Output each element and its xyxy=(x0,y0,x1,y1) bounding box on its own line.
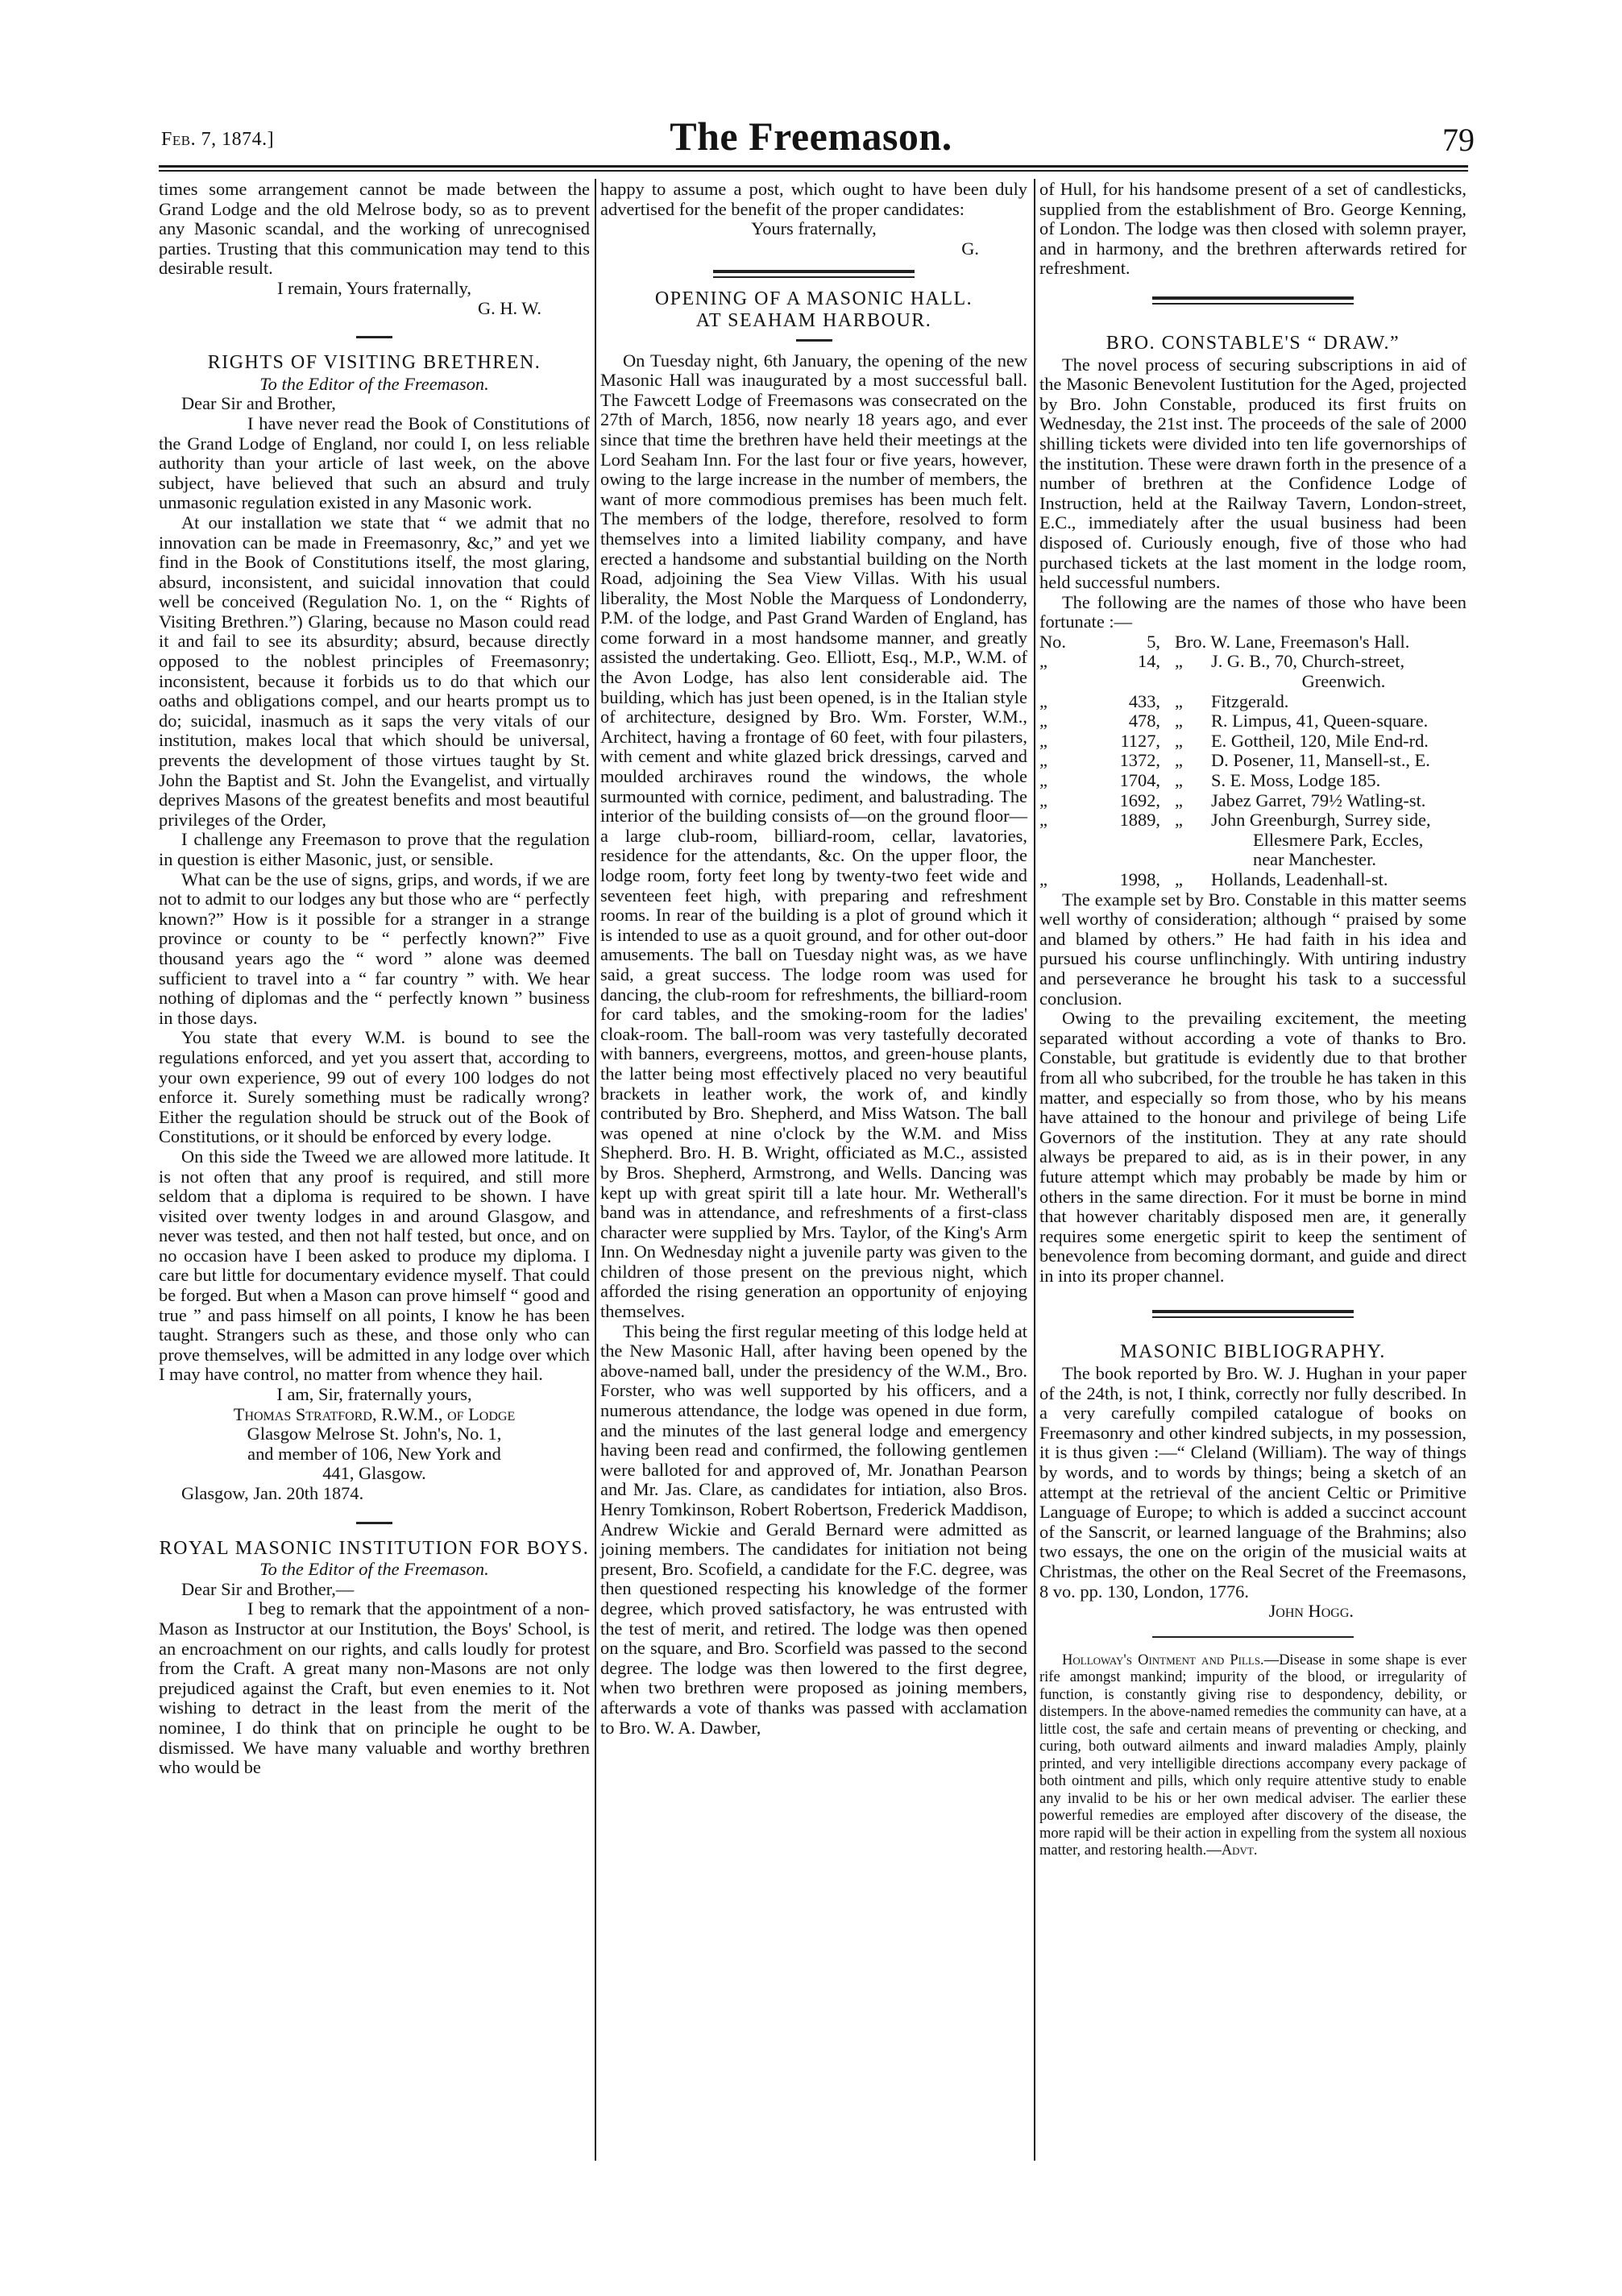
article-heading: OPENING OF A MASONIC HALL. xyxy=(654,288,973,310)
article-paragraph: At our installation we state that “ we admit that no innovation can be made in Freemasonry, &c,” and yet we find in the Book of Constitutions itself, the most glaring, absurd, inconsistent, and suicidal innovation that could well be conceived (Regulation No. 1, on the “ Rights of Visiting Brethren.”) Glaring, because no Mason could read it and fail to see its absurdity; absurd, because directly opposed to the noblest principles of Freemasonry; inconsistent, because it forbids us to do that which our oaths and obligations compel, and our hearts prompt us to do; suicidal, inasmuch as it saps the very vitals of our institution, makes local that which should be universal, prevents the development of those virtues taught by St. John the Baptist and St. John the Evangelist, and virtually deprives Masons of the greatest benefits and most beautiful privileges of the Order, xyxy=(159,512,590,830)
winner-row: „ 1889, „ John Greenburgh, Surrey side, xyxy=(1039,810,1431,831)
header-rule-thin xyxy=(159,170,1468,172)
continued-paragraph: of Hull, for his handsome present of a set of candlesticks, supplied from the establishment of Bro. George Kenning, of London. The lodge was then closed with solemn prayer, and in harmony, and the brethren afterwards retired for refreshment. xyxy=(1039,179,1466,279)
article-rights-of-visiting-brethren xyxy=(159,353,590,1503)
article-paragraph: You state that every W.M. is bound to see the regulations enforced, and yet you assert that, according to your own experience, 99 out of every 100 lodges do not enforce it. Surely something must be radically wrong? Either the regulation should be struck out of the Book of Constitutions, or it should be enforced by every lodge. xyxy=(159,1027,590,1147)
winner-row: „ 1998, „ Hollands, Leadenhall-st. xyxy=(1039,869,1388,889)
article-paragraph: I challenge any Freemason to prove that the regulation in question is either Masonic, just, or sensible. xyxy=(159,829,590,869)
article-paragraph: The example set by Bro. Constable in this matter seems well worthy of consideration; although “ praised by some and blamed by others.” He had faith in his idea and pursued his course unflinchingly. With untiring industry and perseverance he brought his task to a successful conclusion. xyxy=(1039,889,1466,1009)
winner-row: „ 1127, „ E. Gottheil, 120, Mile End-rd. xyxy=(1039,730,1429,751)
continued-paragraph: times some arrangement cannot be made between the Grand Lodge and the old Melrose body, so as to prevent any Masonic scandal, and the working of unrecognised parties. Trusting that this communication may tend to this desirable result. xyxy=(159,179,590,279)
winner-row: „ 14, „ J. G. B., 70, Church-street, xyxy=(1039,651,1405,672)
winner-row-continued: near Manchester. xyxy=(1253,849,1376,870)
article-paragraph: On Tuesday night, 6th January, the opening of the new Masonic Hall was inaugurated by a most successful ball. The Fawcett Lodge of Freemasons was consecrated on the 27th of March, 1856, now nearly 18 years ago, and ever since that time the brethren have held their meetings at the Lord Seaham Inn. For the last four or five years, however, owing to the large increase in the number of members, the want of more commodious premises has been much felt. The members of the lodge, therefore, resolved to form themselves into a limited liability company, and have erected a handsome and substantial building on the North Road, adjoining the Sea View Villas. With his usual liberality, the Most Noble the Marquess of Londonderry, P.M. of the lodge, and Past Grand Warden of England, has come forward in a most handsome manner, and greatly assisted the undertaking. Geo. Elliott, Esq., M.P., W.M. of the Avon Lodge, has also lent considerable aid. The building, which has just been opened, is in the Italian style of architecture, designed by Bro. Wm. Forster, W.M., Architect, having a frontage of 60 feet, with four pilasters, with cement and white glazed brick dressings, carved and moulded archiraves round the windows, the whole surmounted with cornice, pediment, and balustrading. The interior of the building consists of—on the ground floor—a large club-room, billiard-room, cellar, lavatories, residence for the attendants, &c. On the upper floor, the lodge room, forty feet long by twenty-two feet wide and seventeen feet high, with preparing and refreshment rooms. In rear of the building is a plot of ground which it is intended to use as a quoit ground, and for other out-door amusements. The ball on Tuesday night was, as we have said, a great success. The lodge room was used for dancing, the club-room for refreshments, the billiard-room for card tables, and the smoking-room for the ladies' cloak-room. The ball-room was very tastefully decorated with banners, evergreens, mottos, and green-house plants, the latter being most effectively placed no very beautiful brackets in leather work, the work of, and kindly contributed by Bro. Shepherd, and Miss Watson. The ball was opened at nine o'clock by the W.M. and Miss Shepherd. Bro. H. B. Wright, officiated as M.C., assisted by Bros. Shepherd, Armstrong, and Wells. Dancing was kept up with great spirit till a late hour. Mr. Wetherall's band was in attendance, and refreshments of a first-class character were supplied by Mrs. Taylor, of the King's Arm Inn. On Wednesday night a juvenile party was given to the children of those present on the previous night, which afforded the rising generation an opportunity of enjoying themselves. xyxy=(600,350,1027,1322)
section-double-rule xyxy=(1152,296,1354,305)
article-heading: MASONIC BIBLIOGRAPHY. xyxy=(1120,1341,1386,1363)
letter-closing: I remain, Yours fraternally, xyxy=(276,277,472,298)
middle-column xyxy=(600,180,1027,1738)
section-double-rule xyxy=(713,270,915,278)
section-divider xyxy=(1152,1636,1354,1638)
article-masonic-bibliography xyxy=(1039,1342,1466,1621)
letter-closing: Yours fraternally, xyxy=(751,218,877,239)
advertisement-tag: —Advt. xyxy=(1206,1842,1258,1859)
article-paragraph: I beg to remark that the appointment of a non-Mason as Instructor at our Institution, the Boys' School, is an encroachment on our rights, and calls loudly for protest from the Craft. A great many non-Masons are not only prejudiced against the Craft, but even enemies to it. Not wishing to detract in the least from the merit of the nominee, I do think that on principle he ought to be dismissed. We have many valuable and worthy brethren who would be xyxy=(159,1598,590,1778)
winner-row-continued: Ellesmere Park, Eccles, xyxy=(1253,829,1424,850)
winners-list xyxy=(1039,632,1466,890)
article-paragraph: The novel process of securing subscriptions in aid of the Masonic Benevolent Iustitution for the Aged, projected by Bro. John Constable, produced its first fruits on Wednesday, the 21st inst. The proceeds of the sale of 2000 shilling tickets were divided into ten life governorships of the institution. These were drawn forth in the presence of a number of brethren at the Confidence Lodge of Instruction, held at the Railway Tavern, London-street, E.C., immediately after the usual business had been disposed of. Curiously enough, five of those who had purchased tickets at the last moment in the lodge room, held successful numbers. xyxy=(1039,354,1466,593)
letter-signature: G. H. W. xyxy=(477,297,541,318)
article-paragraph: Owing to the prevailing excitement, the meeting separated without according a vote of thanks to Bro. Constable, but gratitude is evidently due to that brother from all who subcribed, for the trouble he has taken in this matter, and especially so from those, who by his means have attained to the honour and privilege of being Life Governors of the institution. They at any rate should always be prepared to aid, as is in their power, in any future attempt which may probably be made by him or others in the same direction. For it must be borne in mind that however charitably disposed men are, it generally requires some energetic spirit to keep the sentiment of benevolence from becoming dormant, and guide and direct in into its proper channel. xyxy=(1039,1008,1466,1286)
advertisement-title: Holloway's Ointment and Pills. xyxy=(1062,1652,1264,1668)
article-paragraph: What can be the use of signs, grips, and words, if we are not to admit to our lodges any but those who are “ perfectly known?” How is it possible for a stranger in a strange province or county to be “ perfectly known?” Five thousand years ago the “ word ” alone was deemed sufficient to travel into a “ far country ” with. We hear nothing of diplomas and the “ perfectly known ” business in those days. xyxy=(159,868,590,1028)
signature-line: 441, Glasgow. xyxy=(322,1463,426,1484)
signature-line: and member of 106, New York and xyxy=(247,1443,501,1464)
winner-row-continued: Greenwich. xyxy=(1301,671,1386,692)
article-paragraph: On this side the Tweed we are allowed more latitude. It is not often that any proof is required, and still more seldom that a diploma is required to be shown. I have visited over twenty lodges in and around Glasgow, and never was tested, and then not half tested, but once, and on no occasion have I been asked to produce my diploma. I care but little for documentary evidence myself. That could be forged. But when a Mason can prove himself “ good and true ” and pass himself on all points, I know he has been taught. Strangers such as these, and those only who can prove themselves, will be admitted in any lodge over which I may have control, no matter from whence they hail. xyxy=(159,1146,590,1385)
signature-line: Thomas Stratford, R.W.M., of Lodge xyxy=(233,1403,516,1424)
advertisement xyxy=(1039,1652,1466,1860)
article-constables-draw xyxy=(1039,334,1466,1287)
winner-row: „ 478, „ R. Limpus, 41, Queen-square. xyxy=(1039,711,1429,731)
article-paragraph: This being the first regular meeting of this lodge held at the New Masonic Hall, after having been opened by the above-named ball, under the presidency of the W.M., Bro. Forster, who was well supported by his officers, and a numerous attendance, the lodge was opened in due form, and the minutes of the last general lodge and emergency having been read and confirmed, the following gentlemen were balloted for and approved of, Mr. Jonathan Pearson and Mr. Jas. Clare, as candidates for intiation, also Bros. Henry Tomkinson, Robert Robertson, Frederick Maddison, Andrew Wickie and Gerald Bernard were admitted as joining members. The candidates for initiation not being present, Bro. Scofield, a candidate for the F.C. degree, was then questioned respecting his knowledge of the former degree, which proved satisfactory, he was entrusted with the test of merit, and retired. The lodge was then opened on the square, and Bro. Scorfield was passed to the second degree. The lodge was then lowered to the first degree, when two brethren were proposed as joining members, afterwards a vote of thanks was passed with acclamation to Bro. W. A. Dawber, xyxy=(600,1320,1027,1738)
page-number: 79 xyxy=(1442,122,1475,158)
article-opening-masonic-hall xyxy=(600,289,1027,1738)
header-rule-thick xyxy=(159,165,1468,168)
article-heading: AT SEAHAM HARBOUR. xyxy=(695,309,932,331)
article-heading: BRO. CONSTABLE'S “ DRAW.” xyxy=(1106,332,1400,354)
column-divider xyxy=(595,179,596,2161)
section-divider xyxy=(796,339,832,342)
article-heading: ROYAL MASONIC INSTITUTION FOR BOYS. xyxy=(159,1537,590,1559)
winner-row: „ 1704, „ S. E. Moss, Lodge 185. xyxy=(1039,770,1381,791)
article-paragraph: The book reported by Bro. W. J. Hughan in your paper of the 24th, is not, I think, correctly nor fully described. In a very carefully compiled catalogue of books on Freemasonry and other kindred subjects, in my possession, it is thus given :—“ Cleland (William). The way of things by words, and to words by things; being a sketch of an attempt at the retrieval of the ancient Celtic or Primitive Language of Europe; to which is added a succinct account of the Sanscrit, or learned language of the Brahmins; also two essays, the one on the origin of the musicial waits at Christmas, the other on the Real Secret of the Freemasons, 8 vo. pp. 130, London, 1776. xyxy=(1039,1363,1466,1602)
winner-row: „ 1692, „ Jabez Garret, 79½ Watling-st. xyxy=(1039,790,1426,810)
right-column xyxy=(1039,180,1466,1860)
section-double-rule xyxy=(1152,1310,1354,1318)
section-divider xyxy=(356,1522,392,1524)
salutation: Dear Sir and Brother,— xyxy=(181,1578,355,1599)
salutation: Dear Sir and Brother, xyxy=(181,393,336,414)
article-paragraph: I have never read the Book of Constitutions of the Grand Lodge of England, nor could I, on less reliable authority than your article of last week, on the above subject, have believed that such an absurd and truly unmasonic regulation existed in any Masonic work. xyxy=(159,412,590,513)
article-subheading: To the Editor of the Freemason. xyxy=(259,1559,489,1580)
article-royal-masonic-institution xyxy=(159,1539,590,1778)
column-divider xyxy=(1034,179,1035,2161)
letter-closing: I am, Sir, fraternally yours, xyxy=(276,1384,472,1405)
article-paragraph: The following are the names of those who have been fortunate :— xyxy=(1039,591,1466,632)
letter-signature: G. xyxy=(961,238,979,259)
article-signature: John Hogg. xyxy=(1268,1601,1354,1622)
advertisement-body: —Disease in some shape is ever rife amongst mankind; impurity of the blood, or irregularity of function, is constantly giving rise to despondency, debility, or distempers. In the above-named remedies the community can have, at a little cost, the safe and certain means of preventing or checking, and curing, both outward ailments and inward maladies Amply, plainly printed, and very intelligible directions accompany every package of both ointment and pills, which only require attentive study to enable any invalid to be his or her own medical adviser. The earlier these powerful remedies are employed after discovery of the disease, the more rapid will be their action in expelling from the system all noxious matter, and restoring health. xyxy=(1039,1652,1466,1859)
signature-line: Glasgow Melrose St. John's, No. 1, xyxy=(247,1424,502,1444)
article-subheading: To the Editor of the Freemason. xyxy=(259,373,489,394)
winner-row: No. 5, Bro. W. Lane, Freemason's Hall. xyxy=(1039,631,1410,652)
winner-row: „ 433, „ Fitzgerald. xyxy=(1039,690,1289,711)
article-heading: RIGHTS OF VISITING BRETHREN. xyxy=(207,352,541,374)
continued-paragraph: happy to assume a post, which ought to have been duly advertised for the benefit of the proper candidates: xyxy=(600,179,1027,219)
masthead-title: The Freemason. xyxy=(670,114,952,159)
winner-row: „ 1372, „ D. Posener, 11, Mansell-st., E. xyxy=(1039,750,1430,771)
section-divider xyxy=(356,336,392,338)
dateline: Glasgow, Jan. 20th 1874. xyxy=(181,1483,364,1503)
issue-date: Feb. 7, 1874.] xyxy=(161,129,275,150)
left-column xyxy=(159,180,590,1778)
